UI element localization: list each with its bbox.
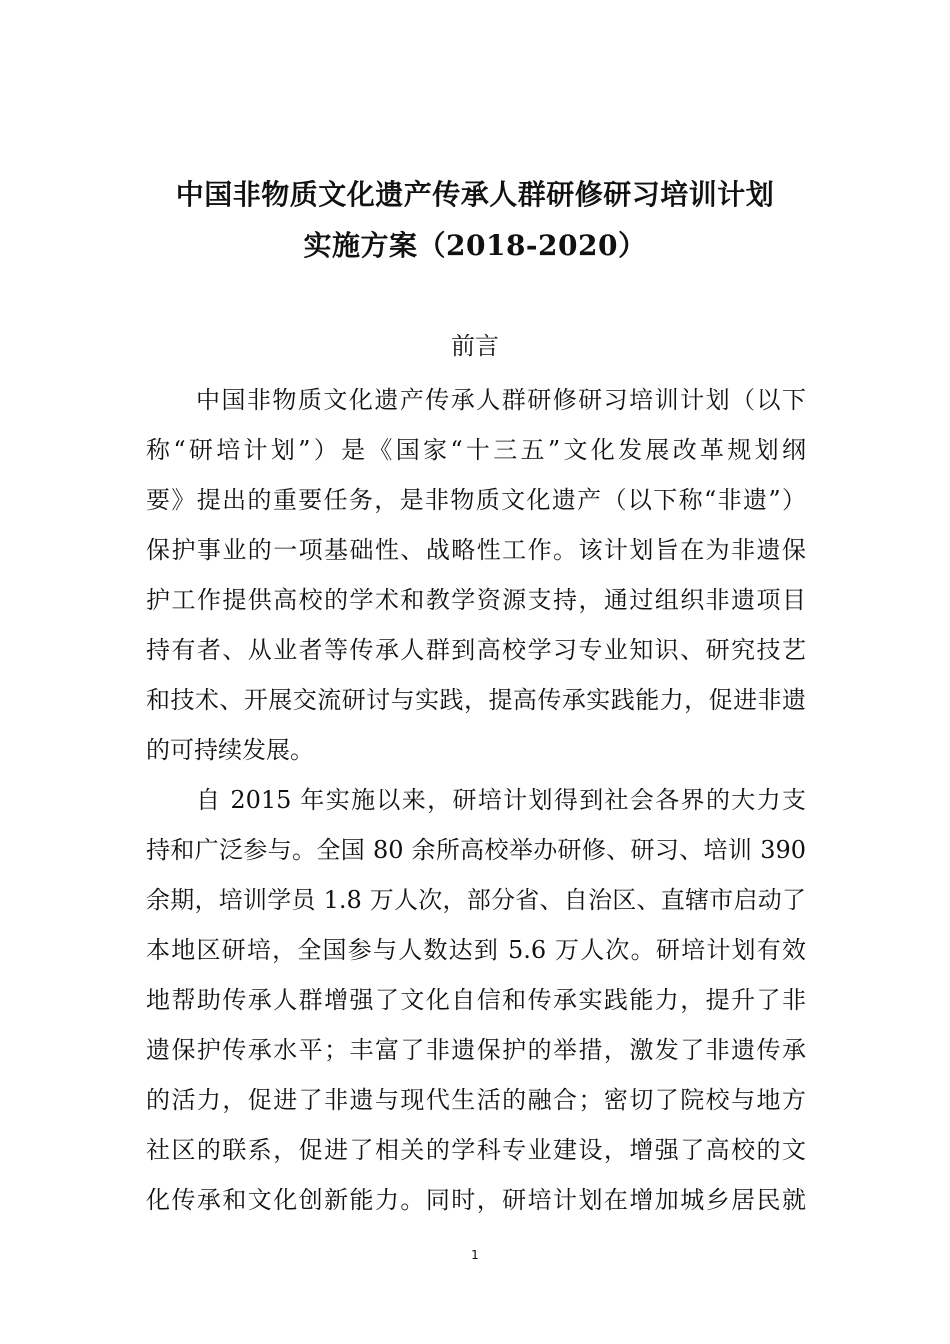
paragraph-2-line-7: 的活力，促进了非遗与现代生活的融合；密切了院校与地方 bbox=[146, 1086, 806, 1114]
document-title-line-1: 中国非物质文化遗产传承人群研修研习培训计划 bbox=[175, 178, 775, 211]
paragraph-1-line-1: 中国非物质文化遗产传承人群研修研习培训计划（以下 bbox=[196, 386, 806, 414]
paragraph-2-line-8: 社区的联系，促进了相关的学科专业建设，增强了高校的文 bbox=[146, 1136, 806, 1164]
paragraph-2-line-6: 遗保护传承水平；丰富了非遗保护的举措，激发了非遗传承 bbox=[146, 1036, 806, 1064]
paragraph-2-line-4: 本地区研培，全国参与人数达到 5.6 万人次。研培计划有效 bbox=[146, 936, 806, 964]
paragraph-2-line-3: 余期，培训学员 1.8 万人次，部分省、自治区、直辖市启动了 bbox=[146, 886, 806, 914]
paragraph-1-line-8: 的可持续发展。 bbox=[146, 736, 314, 764]
paragraph-1-line-5: 护工作提供高校的学术和教学资源支持，通过组织非遗项目 bbox=[146, 586, 806, 614]
paragraph-2-line-1: 自 2015 年实施以来，研培计划得到社会各界的大力支 bbox=[196, 786, 806, 814]
paragraph-1-line-3: 要》提出的重要任务，是非物质文化遗产（以下称“非遗”） bbox=[146, 486, 806, 514]
paragraph-1-line-6: 持有者、从业者等传承人群到高校学习专业知识、研究技艺 bbox=[146, 636, 806, 664]
paragraph-2-line-5: 地帮助传承人群增强了文化自信和传承实践能力，提升了非 bbox=[146, 986, 806, 1014]
paragraph-1-line-7: 和技术、开展交流研讨与实践，提高传承实践能力，促进非遗 bbox=[146, 686, 806, 714]
section-heading-preface: 前言 bbox=[451, 332, 499, 360]
page-number: 1 bbox=[471, 1248, 479, 1262]
paragraph-2-line-2: 持和广泛参与。全国 80 余所高校举办研修、研习、培训 390 bbox=[146, 836, 806, 864]
paragraph-1-line-4: 保护事业的一项基础性、战略性工作。该计划旨在为非遗保 bbox=[146, 536, 806, 564]
document-title-line-2: 实施方案（2018-2020） bbox=[303, 229, 647, 262]
paragraph-1-line-2: 称“研培计划”）是《国家“十三五”文化发展改革规划纲 bbox=[146, 436, 806, 464]
paragraph-2-line-9: 化传承和文化创新能力。同时，研培计划在增加城乡居民就 bbox=[146, 1186, 806, 1214]
